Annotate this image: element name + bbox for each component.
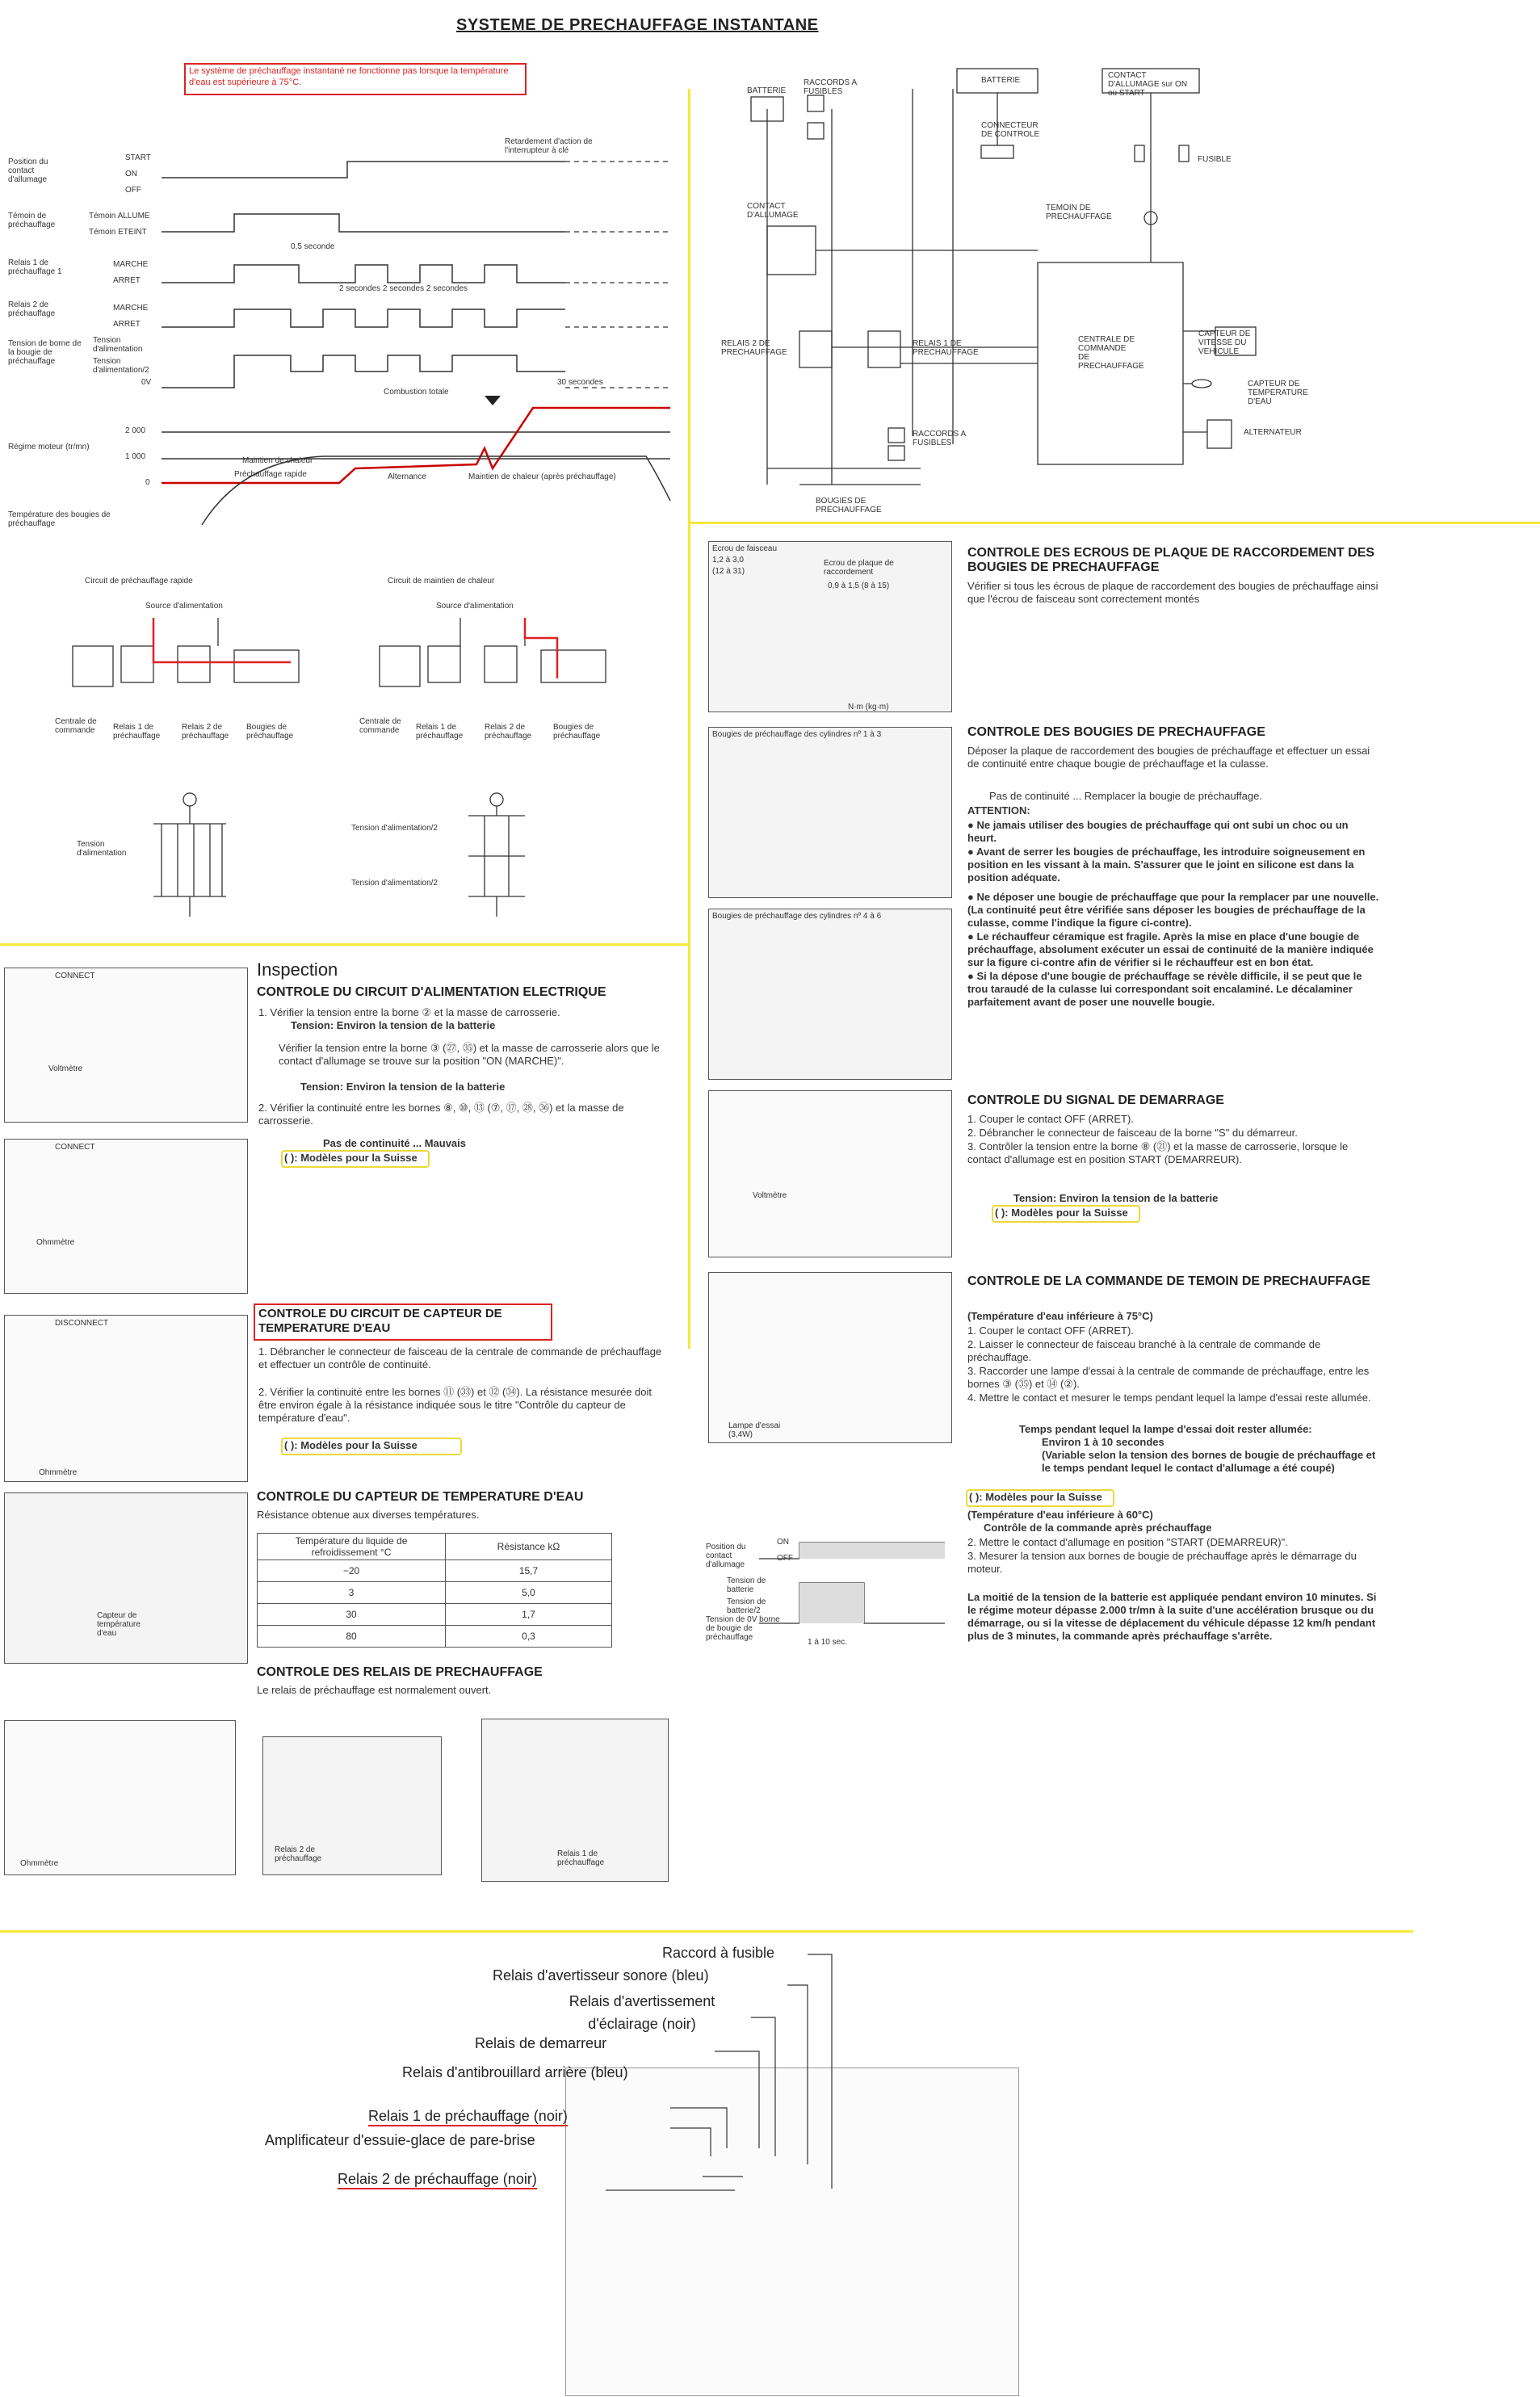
alim-step1: 1. Vérifier la tension entre la borne ② et la masse de carrosserie.: [258, 1006, 560, 1018]
timing-label-temp: Température des bougies de préchauffage: [8, 510, 111, 528]
timing-label-temoin: Témoin de préchauffage: [8, 212, 56, 229]
circuit-diagrams: [48, 614, 630, 711]
photo-ecrous-label-6: N·m (kg·m): [848, 703, 889, 712]
alim-ohmmetre: Ohmmètre: [36, 1238, 75, 1247]
photo-bougies-4-6: [708, 909, 952, 1080]
timing-state-on: ON: [125, 170, 137, 178]
temoin-time3: (Variable selon la tension des bornes de bougie de préchauffage et le temps pendant lequel le contact d'allumage a été coupé): [1042, 1449, 1376, 1474]
table-cell: 15,7: [446, 1560, 612, 1582]
inspection-heading: Inspection: [257, 959, 338, 980]
bottom-label-demarreur: Relais de demarreur: [475, 2035, 607, 2051]
circuit-bougies-1: Bougies de préchauffage: [246, 723, 294, 741]
table-cell: 30: [258, 1604, 446, 1626]
mini-chart-label-1: Position du contact d'allumage: [706, 1543, 746, 1569]
wiring-contact: CONTACT D'ALLUMAGE sur ON ou START: [1108, 71, 1188, 98]
temoin-sub2: (Température d'eau inférieure à 60°C): [967, 1509, 1153, 1521]
capteur-circuit-title: CONTROLE DU CIRCUIT DE CAPTEUR DE TEMPERATURE D'EAU: [258, 1307, 502, 1335]
mini-chart-label-0v: Tension de 0V borne de bougie de préchauffage: [706, 1615, 780, 1642]
timing-chart: [0, 121, 686, 533]
timing-state-relais2-off: ARRET: [113, 320, 141, 329]
timing-note-rapid: Préchauffage rapide: [234, 470, 307, 479]
temoin-sub: (Température d'eau inférieure à 75°C): [967, 1310, 1153, 1322]
attention-item: ● Si la dépose d'une bougie de préchauffage se révèle difficile, il se peut que le trou taraudé de la culasse lui correspondant soit encalaminé. Le décalaminer parfaitement avant de poser une nouvelle bougie.: [967, 970, 1362, 1008]
wiring-centrale: CENTRALE DE COMMANDE DE PRECHAUFFAGE: [1078, 335, 1144, 371]
photo-capteur-temp: [4, 1492, 248, 1664]
wiring-temoin: TEMOIN DE PRECHAUFFAGE: [1046, 204, 1112, 221]
wiring-contact-2: CONTACT D'ALLUMAGE: [747, 202, 799, 220]
bottom-label-relais2: Relais 2 de préchauffage (noir): [338, 2171, 537, 2189]
timing-state-temoin-on: Témoin ALLUME: [89, 212, 150, 220]
timing-note-alternance: Alternance: [388, 472, 426, 481]
bottom-label-amplificateur: Amplificateur d'essuie-glace de pare-brise: [265, 2132, 535, 2148]
timing-note-delay: Retardement d'action de l'interrupteur à clé: [505, 137, 593, 155]
temoin-suisse: ( ): Modèles pour la Suisse: [969, 1491, 1102, 1503]
timing-tick-2000: 2 000: [125, 426, 146, 435]
temoin-time2: Environ 1 à 10 secondes: [1042, 1436, 1164, 1448]
relais-title: CONTROLE DES RELAIS DE PRECHAUFFAGE: [257, 1665, 543, 1679]
temoin-time: Temps pendant lequel la lampe d'essai doit rester allumée:: [1019, 1423, 1312, 1435]
temoin-steps: [967, 1324, 1379, 1405]
table-row: [258, 1560, 612, 1582]
capteur-resistance-table: [257, 1533, 612, 1648]
alim-step1b: Tension: Environ la tension de la batterie: [291, 1019, 496, 1031]
timing-tick-0: 0: [145, 478, 150, 487]
circuit-centrale-1: Centrale de commande: [55, 717, 97, 735]
temoin-step: 1. Couper le contact OFF (ARRET).: [967, 1324, 1134, 1337]
relais2-label: Relais 2 de préchauffage: [275, 1845, 322, 1863]
page-title: SYSTEME DE PRECHAUFFAGE INSTANTANE: [456, 16, 819, 34]
timing-label-ignition: Position du contact d'allumage: [8, 157, 48, 184]
demarrage-step: 2. Débrancher le connecteur de faisceau de la borne "S" du démarreur.: [967, 1127, 1298, 1139]
circuit-keep-title: Circuit de maintien de chaleur: [388, 577, 495, 586]
mini-chart-label-off: OFF: [777, 1554, 793, 1563]
timing-state-off: OFF: [125, 186, 141, 195]
wiring-capteur-temp: CAPTEUR DE TEMPERATURE D'EAU: [1248, 380, 1308, 406]
circuit-power-1: Source d'alimentation: [145, 602, 223, 611]
table-cell: 0,3: [446, 1626, 612, 1648]
timing-note-half: 0,5 seconde: [291, 242, 335, 251]
wiring-bougies: BOUGIES DE PRECHAUFFAGE: [816, 497, 882, 514]
photo-ecrous-label-2: 1,2 à 3,0: [712, 556, 744, 565]
alim-step2: 2. Vérifier la continuité entre les bornes ⑧, ⑩, ⑬ (⑦, ⑰, ㉘, ㊱) et la masse de carrosserie.: [258, 1102, 624, 1127]
table-cell: 1,7: [446, 1604, 612, 1626]
circuit-bougies-2: Bougies de préchauffage: [553, 723, 601, 741]
wiring-batterie: BATTERIE: [747, 86, 787, 95]
demarrage-title: CONTROLE DU SIGNAL DE DEMARRAGE: [967, 1094, 1224, 1107]
capteur-ohmmetre: Ohmmètre: [39, 1468, 78, 1477]
demarrage-voltmetre: Voltmètre: [753, 1191, 787, 1200]
bougies-continuite: Pas de continuité ... Remplacer la bougie de préchauffage.: [989, 790, 1262, 802]
mini-chart-label-batt: Tension de batterie: [727, 1576, 766, 1594]
alim-step1c: Vérifier la tension entre la borne ③ (㉗, ㉟) et la masse de carrosserie alors que le contact d'allumage se trouve sur la position "ON (MARCHE)".: [279, 1042, 660, 1067]
warning-text: Le système de préchauffage instantané ne fonctionne pas lorsque la température d'eau est supérieure à 75°C.: [189, 66, 509, 87]
mini-chart-label-on: ON: [777, 1538, 789, 1547]
temoin-step: 3. Raccorder une lampe d'essai à la centrale de commande de préchauffage, entre les bornes ③ (㉟) et ⑭ (②).: [967, 1365, 1370, 1390]
attention-item: ● Le réchauffeur céramique est fragile. Après la mise en place d'une bougie de préchauffage, absolument exécuter un essai de continuité de la manière indiquée sur la figure ci-contre afin de vérifier si le réchauffeur est en bon état.: [967, 930, 1374, 968]
attention-label: ATTENTION:: [967, 804, 1030, 816]
alim-title: CONTROLE DU CIRCUIT D'ALIMENTATION ELECTRIQUE: [257, 985, 606, 999]
timing-tick-1000: 1 000: [125, 452, 146, 461]
apres-steps: [967, 1536, 1379, 1576]
table-header-row: [258, 1534, 612, 1560]
bougies-title: CONTROLE DES BOUGIES DE PRECHAUFFAGE: [967, 725, 1265, 739]
divider-horizontal-left: [0, 943, 688, 946]
alim-step2b: Pas de continuité ... Mauvais: [323, 1137, 466, 1149]
wiring-diagram: [711, 65, 1518, 517]
wiring-fusible: FUSIBLE: [1198, 155, 1232, 164]
circuit-tension-label: Tension d'alimentation: [77, 840, 127, 858]
circuit-power-2: Source d'alimentation: [436, 602, 514, 611]
demarrage-suisse-highlight: [992, 1205, 1140, 1223]
relais-text: Le relais de préchauffage est normalement ouvert.: [257, 1684, 492, 1696]
photo-bougies-1-3: [708, 727, 952, 898]
divider-vertical-top: [688, 89, 690, 1349]
circuit-relais1-1: Relais 1 de préchauffage: [113, 723, 161, 741]
bottom-label-avertisseur: Relais d'avertisseur sonore (bleu): [493, 1967, 709, 1984]
photo-capteur-circuit: [4, 1315, 248, 1482]
table-header: Température du liquide de refroidissement °C: [258, 1534, 446, 1560]
photo-ecrous-label-5: 0,9 à 1,5 (8 à 15): [828, 581, 890, 590]
timing-label-regime: Régime moteur (tr/mn): [8, 443, 90, 451]
alim-connect: CONNECT: [55, 972, 95, 980]
timing-state-tension-full: Tension d'alimentation: [93, 336, 143, 354]
wiring-raccords-2: RACCORDS A FUSIBLES: [913, 430, 966, 447]
photo-demarrage: [708, 1090, 952, 1257]
mini-chart-label-batt2: Tension de batterie/2: [727, 1597, 766, 1615]
photo-temoin: [708, 1272, 952, 1443]
photo-relais-ohmmetre: [4, 1720, 236, 1875]
bottom-label-avertissement: Relais d'avertissement d'éclairage (noir): [569, 1993, 715, 2032]
relais-ohmmetre: Ohmmètre: [20, 1859, 59, 1868]
capteur-temp-label: Capteur de température d'eau: [97, 1611, 141, 1638]
photo-ecrous-label-4: Ecrou de plaque de raccordement: [824, 559, 894, 577]
photo-alim-voltmetre: [4, 968, 248, 1123]
timing-state-relais1-off: ARRET: [113, 276, 141, 285]
photo-bougies-1-3-label: Bougies de préchauffage des cylindres nº 1 à 3: [712, 730, 882, 739]
alim-connect-2: CONNECT: [55, 1143, 95, 1152]
photo-alim-ohmmetre: [4, 1139, 248, 1294]
timing-state-temoin-off: Témoin ETEINT: [89, 228, 147, 237]
temoin-step: 2. Laisser le connecteur de faisceau branché à la centrale de commande de préchauffage.: [967, 1338, 1321, 1363]
timing-note-keep-after: Maintien de chaleur (après préchauffage): [468, 472, 616, 481]
attention-item: ● Ne jamais utiliser des bougies de préchauffage qui ont subi un choc ou un heurt.: [967, 819, 1349, 844]
timing-label-relais2: Relais 2 de préchauffage: [8, 300, 56, 318]
timing-state-tension-half: Tension d'alimentation/2: [93, 357, 149, 375]
wiring-relais1: RELAIS 1 DE PRECHAUFFAGE: [913, 339, 979, 357]
apres-title: Contrôle de la commande après préchauffage: [984, 1522, 1212, 1534]
capteur-text: Résistance obtenue aux diverses températures.: [257, 1509, 480, 1521]
timing-note-keep: Maintien de chaleur: [242, 456, 313, 465]
attention-item: ● Avant de serrer les bougies de préchauffage, les introduire soigneusement en position en les vissant à la main. S'assurer que le joint en silicone est dans la position adéquate.: [967, 846, 1366, 884]
mini-chart-label-time: 1 à 10 sec.: [808, 1638, 847, 1647]
capteur-suisse-highlight: [281, 1438, 462, 1455]
circuit-tension-half-1: Tension d'alimentation/2: [351, 824, 438, 833]
capteur-title: CONTROLE DU CAPTEUR DE TEMPERATURE D'EAU: [257, 1490, 584, 1504]
bottom-label-raccord: Raccord à fusible: [662, 1945, 775, 1961]
circuit-tension-half-2: Tension d'alimentation/2: [351, 879, 438, 888]
temoin-title: CONTROLE DE LA COMMANDE DE TEMOIN DE PRECHAUFFAGE: [967, 1274, 1370, 1288]
timing-state-relais1-on: MARCHE: [113, 260, 149, 269]
alim-suisse-highlight: [281, 1150, 430, 1168]
photo-ecrous-label-1: Ecrou de faisceau: [712, 544, 778, 553]
ecrous-text: Vérifier si tous les écrous de plaque de raccordement des bougies de préchauffage ainsi que l'écrou de faisceau sont correctement montés: [967, 580, 1378, 605]
timing-label-tension: Tension de borne de la bougie de préchauffage: [8, 339, 82, 366]
demarrage-suisse: ( ): Modèles pour la Suisse: [995, 1207, 1128, 1219]
demarrage-steps: [967, 1113, 1379, 1167]
wiring-alternateur: ALTERNATEUR: [1244, 428, 1302, 437]
capteur-disconnect: DISCONNECT: [55, 1319, 109, 1328]
relais1-label: Relais 1 de préchauffage: [557, 1849, 605, 1867]
table-row: [258, 1582, 612, 1604]
temoin-step: 4. Mettre le contact et mesurer le temps pendant lequel la lampe d'essai reste allumée.: [967, 1392, 1371, 1404]
bougies-text: Déposer la plaque de raccordement des bougies de préchauffage et effectuer un essai de continuité entre chaque bougie de préchauffage et la culasse.: [967, 745, 1370, 770]
wiring-relais2: RELAIS 2 DE PRECHAUFFAGE: [721, 339, 787, 357]
capteur-suisse: ( ): Modèles pour la Suisse: [284, 1439, 418, 1451]
temoin-lampe: Lampe d'essai (3,4W): [728, 1421, 781, 1439]
alim-step1d: Tension: Environ la tension de la batterie: [300, 1081, 506, 1093]
table-cell: −20: [258, 1560, 446, 1582]
circuit-relais2-1: Relais 2 de préchauffage: [182, 723, 229, 741]
temoin-suisse-highlight: [966, 1489, 1114, 1507]
apres-text: La moitié de la tension de la batterie est appliquée pendant environ 10 minutes. Si le régime moteur dépasse 2.000 tr/mn à la suite d'une accélération brusque ou du démarrage, ou si la vitesse de déplacement du véhicule dépasse 12 km/h pendant plus de 3 minutes, la commande après préchauffage s'arrête.: [967, 1591, 1377, 1642]
timing-label-relais1: Relais 1 de préchauffage 1: [8, 258, 62, 276]
table-cell: 80: [258, 1626, 446, 1648]
demarrage-tension: Tension: Environ la tension de la batterie: [1013, 1192, 1219, 1204]
table-cell: 5,0: [446, 1582, 612, 1604]
timing-state-tension-zero: 0V: [141, 378, 152, 387]
circuit-centrale-2: Centrale de commande: [359, 717, 401, 735]
capteur-step2: 2. Vérifier la continuité entre les bornes ⑪ (㉝) et ⑫ (㉞). La résistance mesurée doit être environ égale à la résistance indiquée sous le titre "Contrôle du capteur de température d'eau".: [258, 1386, 652, 1424]
timing-note-thirty: 30 secondes: [557, 378, 603, 387]
divider-horizontal-right: [690, 522, 1540, 524]
demarrage-step: 1. Couper le contact OFF (ARRET).: [967, 1113, 1134, 1125]
divider-horizontal-bottom: [0, 1930, 1413, 1933]
table-row: [258, 1604, 612, 1626]
circuit-tension-diagrams: [129, 791, 549, 929]
table-row: [258, 1626, 612, 1648]
attention-item: ● Ne déposer une bougie de préchauffage que pour la remplacer par une nouvelle. (La continuité peut être vérifiée sans déposer les bougies de préchauffage de la culasse, comme l'indique la figure ci-contre).: [967, 891, 1379, 929]
table-cell: 3: [258, 1582, 446, 1604]
timing-state-relais2-on: MARCHE: [113, 304, 149, 313]
attention-list: [967, 819, 1379, 1010]
circuit-relais2-2: Relais 2 de préchauffage: [485, 723, 532, 741]
timing-state-start: START: [125, 153, 151, 162]
photo-bougies-4-6-label: Bougies de préchauffage des cylindres nº 4 à 6: [712, 912, 882, 921]
table-header: Résistance kΩ: [446, 1534, 612, 1560]
apres-step: 2. Mettre le contact d'allumage en position "START (DEMARREUR)".: [967, 1536, 1288, 1548]
ecrous-title: CONTROLE DES ECROUS DE PLAQUE DE RACCORDEMENT DES BOUGIES DE PRECHAUFFAGE: [967, 546, 1375, 574]
timing-note-combustion: Combustion totale: [384, 388, 449, 397]
alim-suisse: ( ): Modèles pour la Suisse: [284, 1152, 418, 1164]
bottom-label-relais1: Relais 1 de préchauffage (noir): [368, 2108, 568, 2126]
demarrage-step: 3. Contrôler la tension entre la borne ⑧ (㉑) et la masse de carrosserie, lorsque le contact d'allumage est en position START (DEMARREUR).: [967, 1140, 1349, 1165]
photo-ecrous-label-3: (12 à 31): [712, 567, 745, 576]
circuit-rapid-title: Circuit de préchauffage rapide: [85, 577, 193, 586]
wiring-capteur-vitesse: CAPTEUR DE VITESSE DU VEHICULE: [1198, 330, 1251, 356]
circuit-relais1-2: Relais 1 de préchauffage: [416, 723, 464, 741]
apres-step: 3. Mesurer la tension aux bornes de bougie de préchauffage après le démarrage du moteur.: [967, 1550, 1357, 1575]
wiring-raccords: RACCORDS A FUSIBLES: [804, 78, 857, 96]
alim-voltmetre: Voltmètre: [48, 1064, 83, 1073]
timing-note-two: 2 secondes 2 secondes 2 secondes: [339, 284, 468, 293]
wiring-batterie-2: BATTERIE: [981, 76, 1021, 85]
bottom-label-antibrouillard: Relais d'antibrouillard arrière (bleu): [402, 2064, 628, 2080]
wiring-connecteur: CONNECTEUR DE CONTROLE: [981, 121, 1040, 139]
capteur-step1: 1. Débrancher le connecteur de faisceau de la centrale de commande de préchauffage et effectuer un contrôle de continuité.: [258, 1345, 662, 1371]
